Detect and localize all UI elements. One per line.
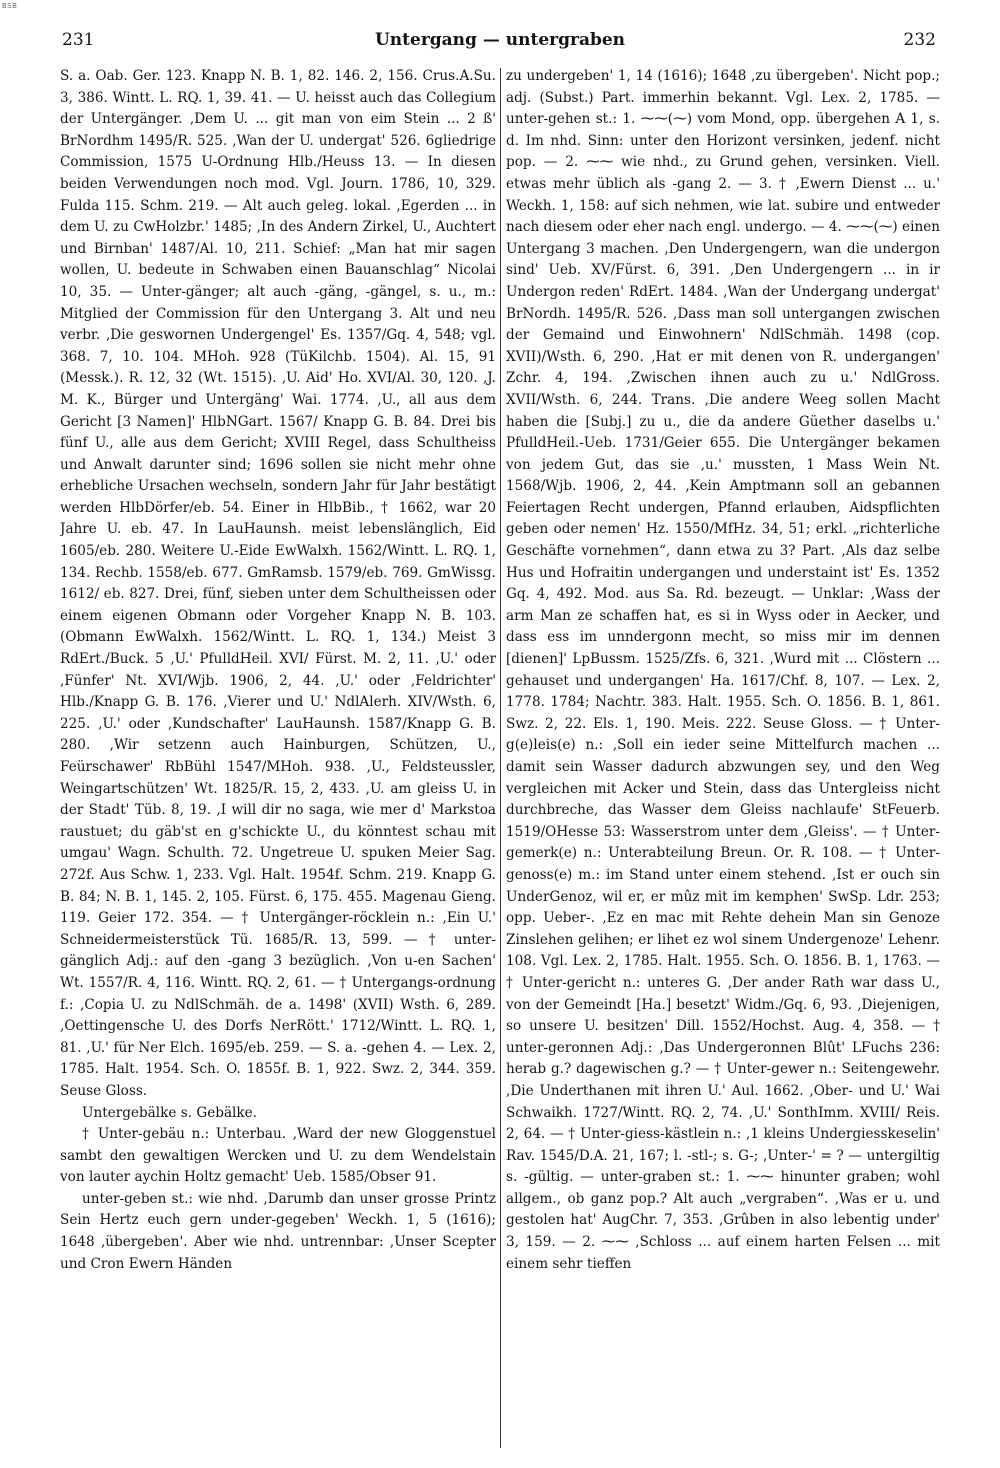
page-number-left: 231 bbox=[62, 30, 95, 50]
library-stamp: BSB bbox=[2, 2, 18, 10]
page-number-right: 232 bbox=[903, 30, 936, 50]
entry-untergeben-untergraben: zu undergeben' 1, 14 (1616); 1648 ,zu übergeben'. Nicht pop.; adj. (Subst.) Part. immerhin bekannt. Vgl. Lex. 2, 1785. — unter-gehen st.: 1. ⁓⁓(⁓) vom Mond, opp. übergehen A 1, s. d. Im nhd. Sinn: unter den Horizont versinken, jedenf. nicht pop. — 2. ⁓⁓ wie nhd., zu Grund gehen, versinken. Viell. etwas mehr üblich als -gang 2. — 3. † ,Ewern Dienst ... u.' Weckh. 1, 158: auf sich nehmen, wie lat. subire und entweder nach diesem oder eher nach engl. undergo. — 4. ⁓⁓(⁓) einen Untergang 3 machen. ,Den Undergengern, wan die undergon sind' Ueb. XV/Fürst. 6, 391. ,Den Undergengern ... in ir Undergon reden' RdErt. 1484. ,Wan der Undergang undergat' BrNordh. 1495/R. 526. ,Dass man soll untergangen zwischen der Gemaind und Einwohnern' NdlSchmäh. 1498 (cop. XVII)/Wsth. 6, 290. ,Hat er mit denen von R. undergangen' Zchr. 4, 194. ,Zwischen ihnen auch zu u.' NdlGross. XVII/Wsth. 6, 244. Trans. ,Die andere Weeg sollen Macht haben die [Subj.] zu u., die da andere Güether daselbs u.' PfulldHeil.-Ueb. 1731/Geier 655. Die Untergänger bekamen von jedem Gut, das sie ,u.' mussten, 1 Mass Wein Nt. 1568/Wjb. 1906, 2, 44. ,Kein Amptmann soll an gebannen Feiertagen Recht undergen, Pfannd erlauben, Aidspflichten geben oder nemen' Hz. 1550/MfHz. 34, 51; erkl. „richterliche Geschäfte vornehmen“, dann etwa zu 3? Part. ,Als daz selbe Hus und Hofraitin undergangen und understaint ist' Es. 1352 Gq. 4, 492. Mod. aus Sa. Rd. bezeugt. — Unklar: ,Wass der arm Man ze schaffen hat, es si in Wyss oder in Aecker, und dass ess im unndergonn mecht, so miss mir im dennen [dienen]' LpBussm. 1525/Zfs. 6, 321. ,Wurd mit ... Clöstern ... gehauset und undergangen' Ha. 1617/Chf. 8, 107. — Lex. 2, 1778. 1784; Nachtr. 383. Halt. 1955. Sch. O. 1856. B. 1, 861. Swz. 2, 22. Els. 1, 190. Meis. 222. Seuse Gloss. — † Unter-g(e)leis(e) n.: ,Soll ein ieder seine Mittelfurch machen ... damit sein Wasser dadurch abzwungen sey, und den Weg vergleichen mit Acker und Stein, dass das Untergleiss nicht durchbreche, das Wasser dem Gleiss nachlaufe' StFeuerb. 1519/OHesse 53: Wasserstrom unter dem ,Gleiss'. — † Unter-gemerk(e) n.: Unterabteilung Breun. Or. R. 108. — † Unter-genoss(e) m.: im Stand unter einem stehend. ,Ist er ouch sin UnderGenoz, wil er, er mûz mit im kemphen' SwSp. Ldr. 253; opp. Ueber-. ,Ez en mac mit Rehte dehein Man sin Genoze Zinslehen gelihen; er lihet ez wol sinem Undergenoze' Lehenr. 108. Vgl. Lex. 2, 1785. Halt. 1955. Sch. O. 1856. B. 1, 1763. — † Unter-gericht n.: unteres G. ,Der ander Rath war dass U., von der Gemeindt [Ha.] besetzt' Widm./Gq. 6, 93. ,Diejenigen, so unsere U. besitzen' Dill. 1552/Hochst. Aug. 4, 358. — † unter-geronnen Adj.: ,Das Undergeronnen Blût' LFuchs 236: herab g.? dagewischen g.? — † Unter-gewer n.: Seitengewehr. ,Die Underthanen mit ihren U.' Aul. 1662. ,Ober- und U.' Wai Schwaikh. 1727/Wintt. RQ. 2, 74. ,U.' SonthImm. XVIII/ Reis. 2, 64. — † Unter-giess-kästlein n.: ,1 kleins Undergiesskeselin' Rav. 1545/D.A. 21, 167; l. -stl-; s. G-; ,Unter-' = ? — untergiltig s. -gültig. — unter-graben st.: 1. ⁓⁓ hinunter graben; wohl allgem., ob ganz pop.? Alt auch „vergraben“. ,Was er u. und gestolen hat' AugChr. 7, 353. ,Grûben in also lebentig under' 3, 159. — 2. ⁓⁓ ,Schloss ... auf einem harten Felsen ... mit einem sehr tieffen bbox=[506, 68, 940, 1272]
entry-untergebaelke: Untergebälke s. Gebälke. bbox=[82, 1104, 257, 1121]
entry-untergebaeu: † Unter-gebäu n.: Unterbau. ,Ward der new Gloggenstuel sambt den gewaltigen Wercken und U. zu dem Wendelstain von lauter aychin Holtz gemacht' Ueb. 1585/Obser 91. bbox=[60, 1126, 496, 1186]
left-text-column bbox=[60, 66, 496, 1451]
entry-untergeben: unter-geben st.: wie nhd. ,Darumb dan unser grosse Printz Sein Hertz euch gern under-gegeben' Weckh. 1, 5 (1616); 1648 ,übergeben'. Aber wie nhd. untrennbar: ,Unser Scepter und Cron Ewern Händen bbox=[60, 1190, 496, 1272]
column-divider bbox=[500, 68, 501, 1448]
running-head-title: Untergang — untergraben bbox=[374, 30, 626, 50]
page-header bbox=[0, 30, 1000, 60]
entry-untergang-continuation: S. a. Oab. Ger. 123. Knapp N. B. 1, 82. 146. 2, 156. Crus.A.Su. 3, 386. Wintt. L. RQ. 1, 39. 41. — U. heisst auch das Collegium der Untergänger. ,Dem U. ... git man von eim Stein ... 2 ß' BrNordhm 1495/R. 525. ,Wan der U. undergat' 526. 6gliedrige Commission, 1575 U-Ordnung Hlb./Heuss 13. — In diesen beiden Verwendungen noch mod. Vgl. Journ. 1786, 10, 329. Fulda 115. Schm. 219. — Alt auch geleg. lokal. ,Egerden ... in dem U. zu CwHolzbr.' 1485; ,In des Andern Zirkel, U., Auchtert und Birnban' 1487/Al. 10, 211. Schief: „Man hat mir sagen wollen, U. bedeute in Schwaben einen Bauanschlag“ Nicolai 10, 35. — Unter-gänger; alt auch -gäng, -gängel, s. u., m.: Mitglied der Commission für den Untergang 3. Alt und neu verbr. ,Die geswornen Undergengel' Es. 1357/Gq. 4, 548; vgl. 368. 7, 10. 104. MHoh. 928 (TüKilchb. 1504). Al. 15, 91 (Messk.). R. 12, 32 (Wt. 1515). ,U. Aid' Ho. XVI/Al. 30, 120. ,J. M. K., Bürger und Untergäng' Wai. 1774. ,U., all aus dem Gericht [3 Namen]' HlbNGart. 1567/ Knapp G. B. 84. Drei bis fünf U., alle aus dem Gericht; XVIII Regel, dass Schultheiss und Anwalt darunter sind; 1696 sollen sie nicht mehr ohne erhebliche Ursachen wechseln, sondern Jahr für Jahr bestätigt werden HlbDörfer/eb. 54. Einer in HlbBib., † 1662, war 20 Jahre U. eb. 47. In LauHaunsh. meist lebenslänglich, Eid 1605/eb. 280. Weitere U.-Eide EwWalxh. 1562/Wintt. L. RQ. 1, 134. Rechb. 1558/eb. 677. GmRamsb. 1579/eb. 769. GmWissg. 1612/ eb. 827. Drei, fünf, sieben unter dem Schultheissen oder einem eigenen Obmann oder Vorgeher Knapp N. B. 103. (Obmann EwWalxh. 1562/Wintt. L. RQ. 1, 134.) Meist 3 RdErt./Buck. 5 ,U.' PfulldHeil. XVI/ Fürst. M. 2, 11. ,U.' oder ,Fünfer' Nt. XVI/Wjb. 1906, 2, 44. ,U.' oder ,Feldrichter' Hlb./Knapp G. B. 176. ,Vierer und U.' NdlAlerh. XIV/Wsth. 6, 225. ,U.' oder ,Kundschafter' LauHaunsh. 1587/Knapp G. B. 280. ,Wir setzenn auch Hainburgen, Schützen, U., Feürschawer' RbBühl 1547/MHoh. 938. ,U., Feldsteussler, Weingartschützen' Wt. 1825/R. 15, 2, 433. ,U. am gleiss U. in der Stadt' Tüb. 8, 19. ,I will dir no saga, wie mer d' Markstoa raustuet; du gäb'st en g'schickte U., du könntest schau mit umgau' Wagn. Schulth. 72. Ungetreue U. spuken Meier Sag. 272f. Aus Schw. 1, 233. Vgl. Halt. 1954f. Schm. 219. Knapp G. B. 84; N. B. 1, 145. 2, 105. Fürst. 6, 175. 455. Magenau Gieng. 119. Geier 172. 354. — † Untergänger-röcklein n.: ,Ein U.' Schneidermeisterstück Tü. 1685/R. 13, 599. — † unter-gänglich Adj.: auf den -gang 3 bezüglich. ,Von u-en Sachen' Wt. 1557/R. 4, 116. Wintt. RQ. 2, 61. — † Untergangs-ordnung f.: ,Copia U. zu NdlSchmäh. de a. 1498' (XVII) Wsth. 6, 289. ,Oettingensche U. des Dorfs NerRött.' 1712/Wintt. L. RQ. 1, 81. ,U.' für Ner Elch. 1695/eb. 259. — S. a. -gehen 4. — Lex. 2, 1785. Halt. 1954. Sch. O. 1855f. B. 1, 922. Swz. 2, 344. 359. Seuse Gloss. bbox=[60, 68, 496, 1099]
right-text-column bbox=[506, 66, 940, 1451]
